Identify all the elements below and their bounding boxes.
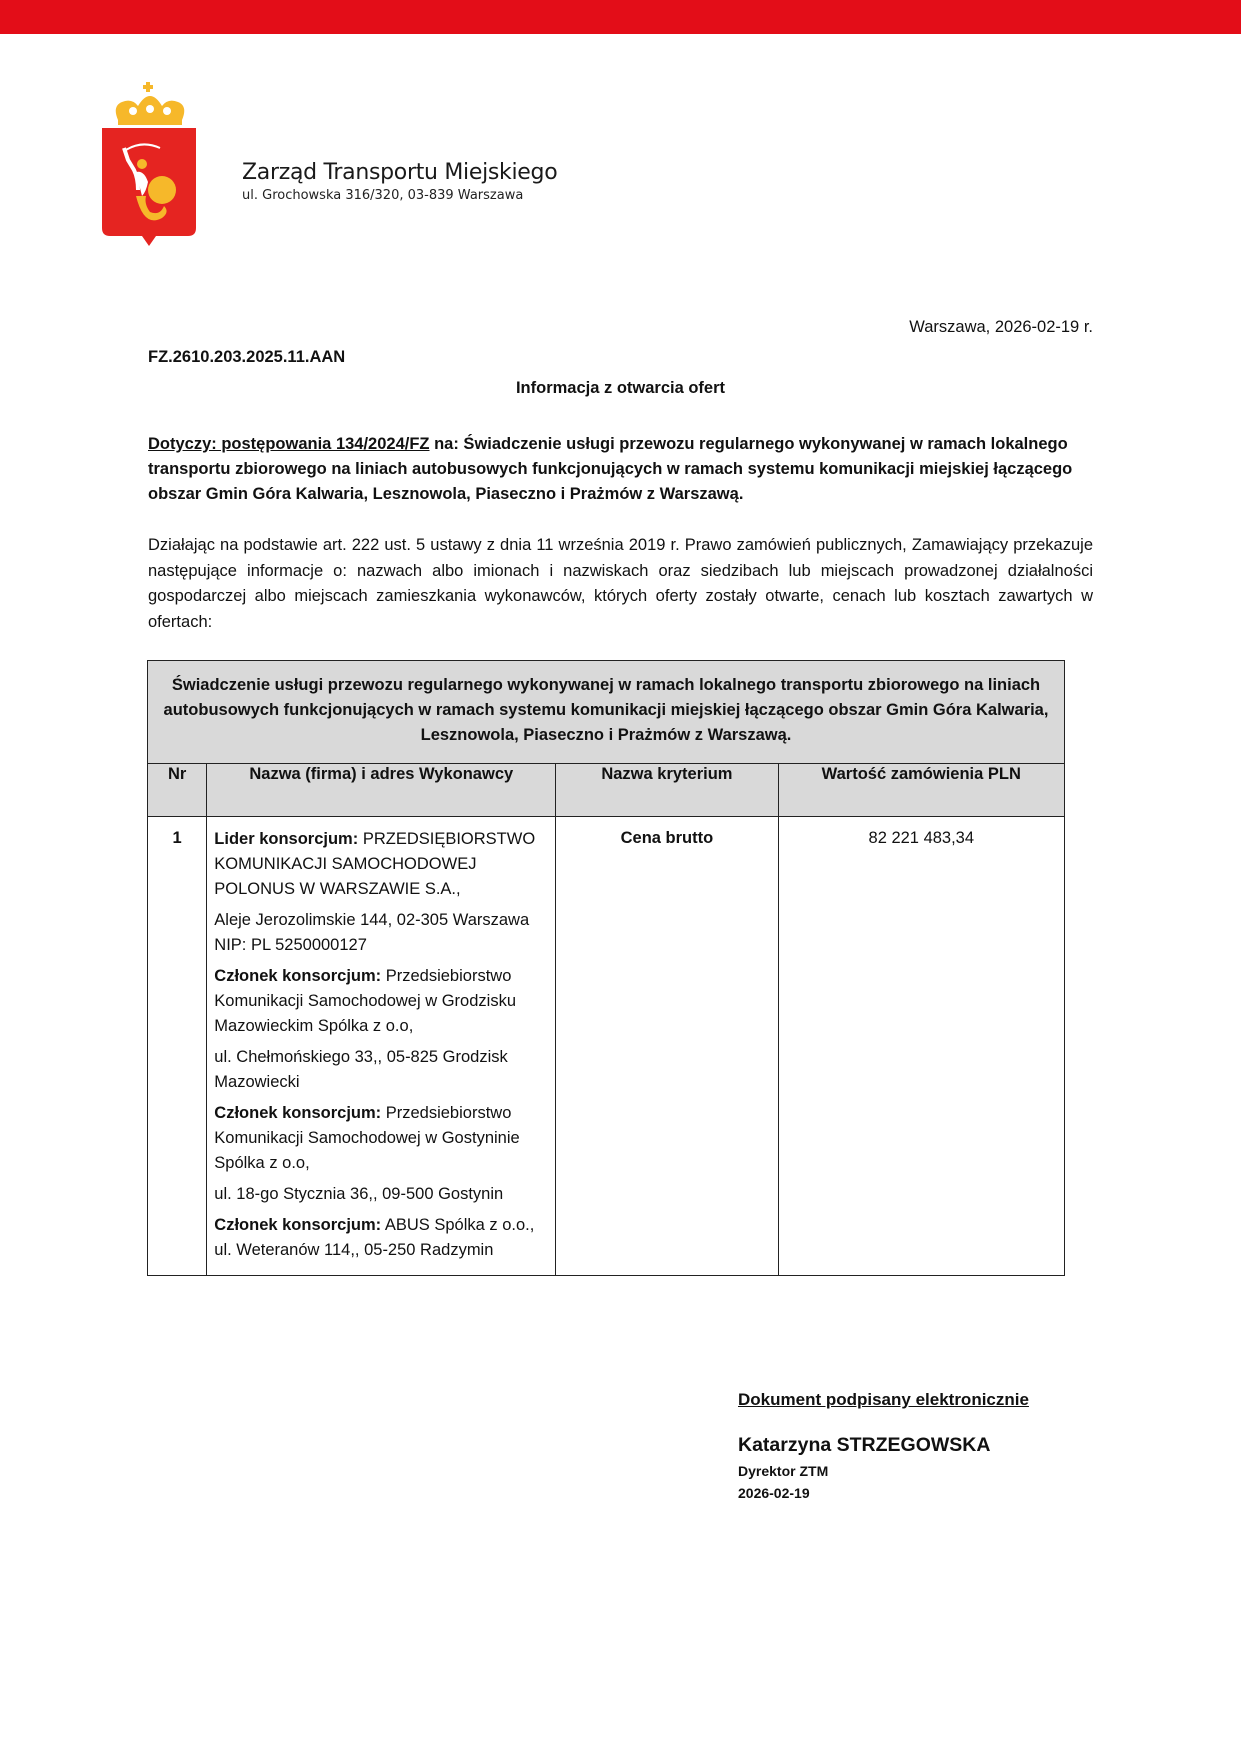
contractor-role-label: Lider konsorcjum: bbox=[214, 830, 359, 848]
contractor-nip bbox=[214, 933, 547, 958]
table-caption: Świadczenie usługi przewozu regularnego wykonywanej w ramach lokalnego transportu zbiorowego na liniach autobusowych funkcjonujących w ramach systemu komunikacji miejskiej łączącego obszar Gmin Góra Kalwaria, Lesznowola, Piaseczno i Prażmów z Warszawą. bbox=[148, 661, 1065, 764]
cell-nr: 1 bbox=[148, 817, 207, 1276]
document-title: Informacja z otwarcia ofert bbox=[515, 379, 726, 397]
subject-text: na: Świadczenie usługi przewozu regularnego wykonywanej w ramach lokalnego transportu zbiorowego na liniach autobusowych funkcjonujących w ramach systemu komunikacji miejskiej łączącego obszar Gmin Góra Kalwaria, Lesznowola, Piaseczno i Prażmów z Warszawą. bbox=[148, 435, 1073, 503]
contractor-name: PRZEDSIĘBIORSTWO KOMUNIKACJI SAMOCHODOWEJ POLONUS W WARSZAWIE S.A., bbox=[214, 830, 536, 898]
signature-block bbox=[738, 1390, 1029, 1501]
top-accent-bar bbox=[0, 0, 1241, 34]
contractor-address bbox=[214, 1045, 547, 1095]
contractor-address-text: Aleje Jerozolimskie 144, 02-305 Warszawa bbox=[214, 911, 530, 929]
contractor-address-text: ul. Chełmońskiego 33,, 05-825 Grodzisk Mazowiecki bbox=[214, 1048, 508, 1091]
signature-date: 2026-02-19 bbox=[738, 1485, 810, 1501]
table-header-row bbox=[148, 764, 1065, 817]
cell-criterion: Cena brutto bbox=[556, 817, 778, 1276]
signatory-name: Katarzyna STRZEGOWSKA bbox=[738, 1434, 991, 1456]
contractor-leader bbox=[214, 827, 547, 902]
column-header-nr: Nr bbox=[148, 764, 207, 817]
contractor-address bbox=[214, 1182, 547, 1207]
contractor-member bbox=[214, 1213, 547, 1263]
contractor-name: Przedsiebiorstwo Komunikacji Samochodowej w Grodzisku Mazowieckim Spólka z o.o, bbox=[214, 967, 516, 1035]
place-date: Warszawa, 2026-02-19 r. bbox=[909, 318, 1093, 336]
contractor-nip-text: NIP: PL 5250000127 bbox=[214, 936, 367, 954]
organization-header bbox=[242, 160, 557, 203]
contractor-name: Przedsiebiorstwo Komunikacji Samochodowej w Gostyninie Spólka z o.o, bbox=[214, 1104, 520, 1172]
column-header-value: Wartość zamówienia PLN bbox=[778, 764, 1064, 817]
subject-label: Dotyczy: postępowania 134/2024/FZ bbox=[148, 435, 430, 453]
signatory-role: Dyrektor ZTM bbox=[738, 1463, 829, 1479]
table-row bbox=[148, 817, 1065, 1276]
reference-number: FZ.2610.203.2025.11.AAN bbox=[148, 348, 346, 366]
organization-address: ul. Grochowska 316/320, 03-839 Warszawa bbox=[242, 188, 524, 203]
contractor-name: ABUS Spólka z o.o., ul. Weteranów 114,, 05-250 Radzymin bbox=[214, 1216, 535, 1259]
contractor-address bbox=[214, 908, 547, 933]
contractor-role-label: Członek konsorcjum: bbox=[214, 1104, 382, 1122]
warsaw-coat-of-arms-icon bbox=[98, 78, 202, 250]
organization-name: Zarząd Transportu Miejskiego bbox=[242, 160, 558, 185]
body-paragraph: Działając na podstawie art. 222 ust. 5 ustawy z dnia 11 września 2019 r. Prawo zamówień publicznych, Zamawiający przekazuje następujące informacje o: nazwach albo imionach i nazwiskach oraz siedzibach lub miejscach prowadzonej działalności gospodarczej albo miejscach zamieszkania wykonawców, których oferty zostały otwarte, cenach lub kosztach zawartych w ofertach: bbox=[148, 536, 1093, 631]
cell-contractor bbox=[207, 817, 556, 1276]
contractor-member bbox=[214, 1101, 547, 1176]
contractor-address-text: ul. 18-go Stycznia 36,, 09-500 Gostynin bbox=[214, 1185, 504, 1203]
offers-table bbox=[147, 660, 1065, 1276]
contractor-role-label: Członek konsorcjum: bbox=[214, 1216, 382, 1234]
contractor-member bbox=[214, 964, 547, 1039]
column-header-criterion: Nazwa kryterium bbox=[556, 764, 778, 817]
contractor-role-label: Członek konsorcjum: bbox=[214, 967, 382, 985]
subject-paragraph bbox=[148, 432, 1093, 507]
cell-value: 82 221 483,34 bbox=[778, 817, 1064, 1276]
column-header-contractor: Nazwa (firma) i adres Wykonawcy bbox=[207, 764, 556, 817]
signature-heading: Dokument podpisany elektronicznie bbox=[738, 1390, 1029, 1409]
